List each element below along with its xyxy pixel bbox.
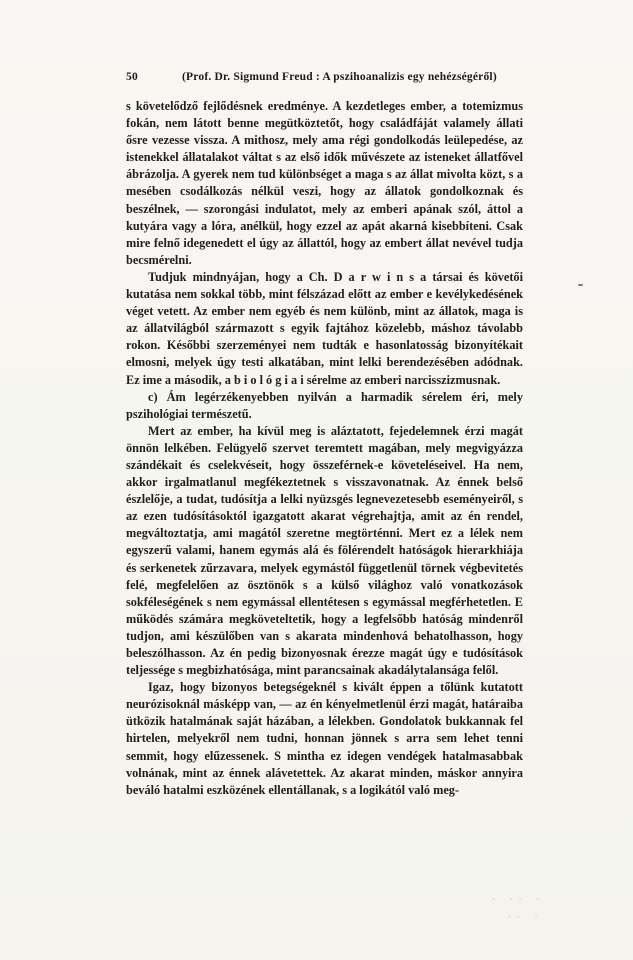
page-header (126, 71, 523, 83)
paragraph: s követelődző fejlődésnek eredménye. A kezdetleges ember, a totemizmus fokán, nem látott benne megütköztetőt, hogy családfáját valamely állati ősre vezesse vissza. A mithosz, mely ama régi gondolkodás leülepedése, az istenekkel állatalakot váltat s az első idők művészete az isteneket állatfővel ábrázolja. A gyerek nem tud különbséget a maga s az állat mivolta közt, s a mesében csodálkozás nélkül veszi, hogy az állatok gondolkoznak és beszélnek, — szorongási indulatot, mely az emberi apának szól, áttol a kutyára vagy a lóra, anélkül, hogy ezzel az apát akarná kisebbíteni. Csak mire felnő idegenedett el úgy az állattól, hogy az embert állat nevével tudja becsmérelni. (126, 99, 523, 267)
paragraph: c) Ám legérzékenyebben nyilván a harmadik sérelem éri, mely pszihológiai természetű. (126, 389, 523, 421)
running-title: (Prof. Dr. Sigmund Freud : A pszihoanalizis egy nehézségéről) (182, 71, 497, 83)
page-number: 50 (126, 71, 138, 83)
paragraph: Mert az ember, ha kívül meg is aláztatott, fejedelemnek érzi magát önnön lelkében. Felügyelő szervet teremtett magában, mely megvigyázza szándékait és cselekvéseit, hogy összeférnek-e követeléseivel. Ha nem, akkor irgalmatlanul megfékeztetnek s visszavonatnak. Az énnek belső észlelője, a tudat, tudósítja a lelki nyüzsgés legnevezetesebb eseményeiről, s az ezen tudósításoktól igazgatott akarat végrehajtja, amit az én rendel, megváltoztatja, ami magától szeretne megtörténni. Mert ez a lélek nem egyszerű valami, hanem egymás alá és fölérendelt hatóságok hierarkhiája és serkenetek zűrzavara, melyek egymástól függetlenül törnek végbevitetés felé, megfelelően az ösztönök s a külső világhoz való vonatkozások sokféleségének s nem egymással ellentétesen s egymással megférhetetlen. E működés számára megköveteltetik, hogy a legfelsőbb hatóság mindenről tudjon, ami készülőben van s akarata mindenhová behatolhasson, hogy beleszólhasson. Az én pedig bizonyosnak érezze magát úgy e tudósítások teljessége s megbizhatósága, mint parancsainak akadálytalansága felől. (126, 423, 523, 678)
scan-artifact-speck (578, 284, 583, 286)
paragraph: Igaz, hogy bizonyos betegségeknél s kivált éppen a tőlünk kutatott neurózisoknál másképp van, — az én kényelmetlenül érzi magát, határaiba ütközik hatalmának saját házában, a lélekben. Gondolatok bukkannak fel hirtelen, melyekről nem tudni, honnan jönnek s arra sem lehet tenni semmit, hogy elűzessenek. S mintha ez idegen vendégek hatalmasabbak volnának, mint az énnek alávetettek. Az akarat minden, máskor annyira beváló hatalmi eszközének ellentállanak, s a logikától való meg- (126, 680, 523, 797)
paragraph: Tudjuk mindnyájan, hogy a Ch. D a r w i n s a társai és követői kutatása nem sokkal több, mint félszázad előtt az ember e kevélykedésének véget vetett. Az ember nem egyéb és nem különb, mint az állatok, maga is az állatvilágból származott s egyik fajtához közelebb, máshoz távolabb rokon. Későbbi szerzeményei nem tudták e hasonlatosság bizonyítékait elmosni, melyek úgy testi alkatában, mint lelki berendezésében adódnak. Ez ime a második, a b i o l ó g i a i sérelme az emberi narcisszizmusnak. (126, 269, 523, 387)
text-block (126, 98, 523, 799)
scan-artifact-dots: · ·· · (492, 895, 546, 905)
scan-artifact-dots: ·· · (508, 913, 544, 923)
